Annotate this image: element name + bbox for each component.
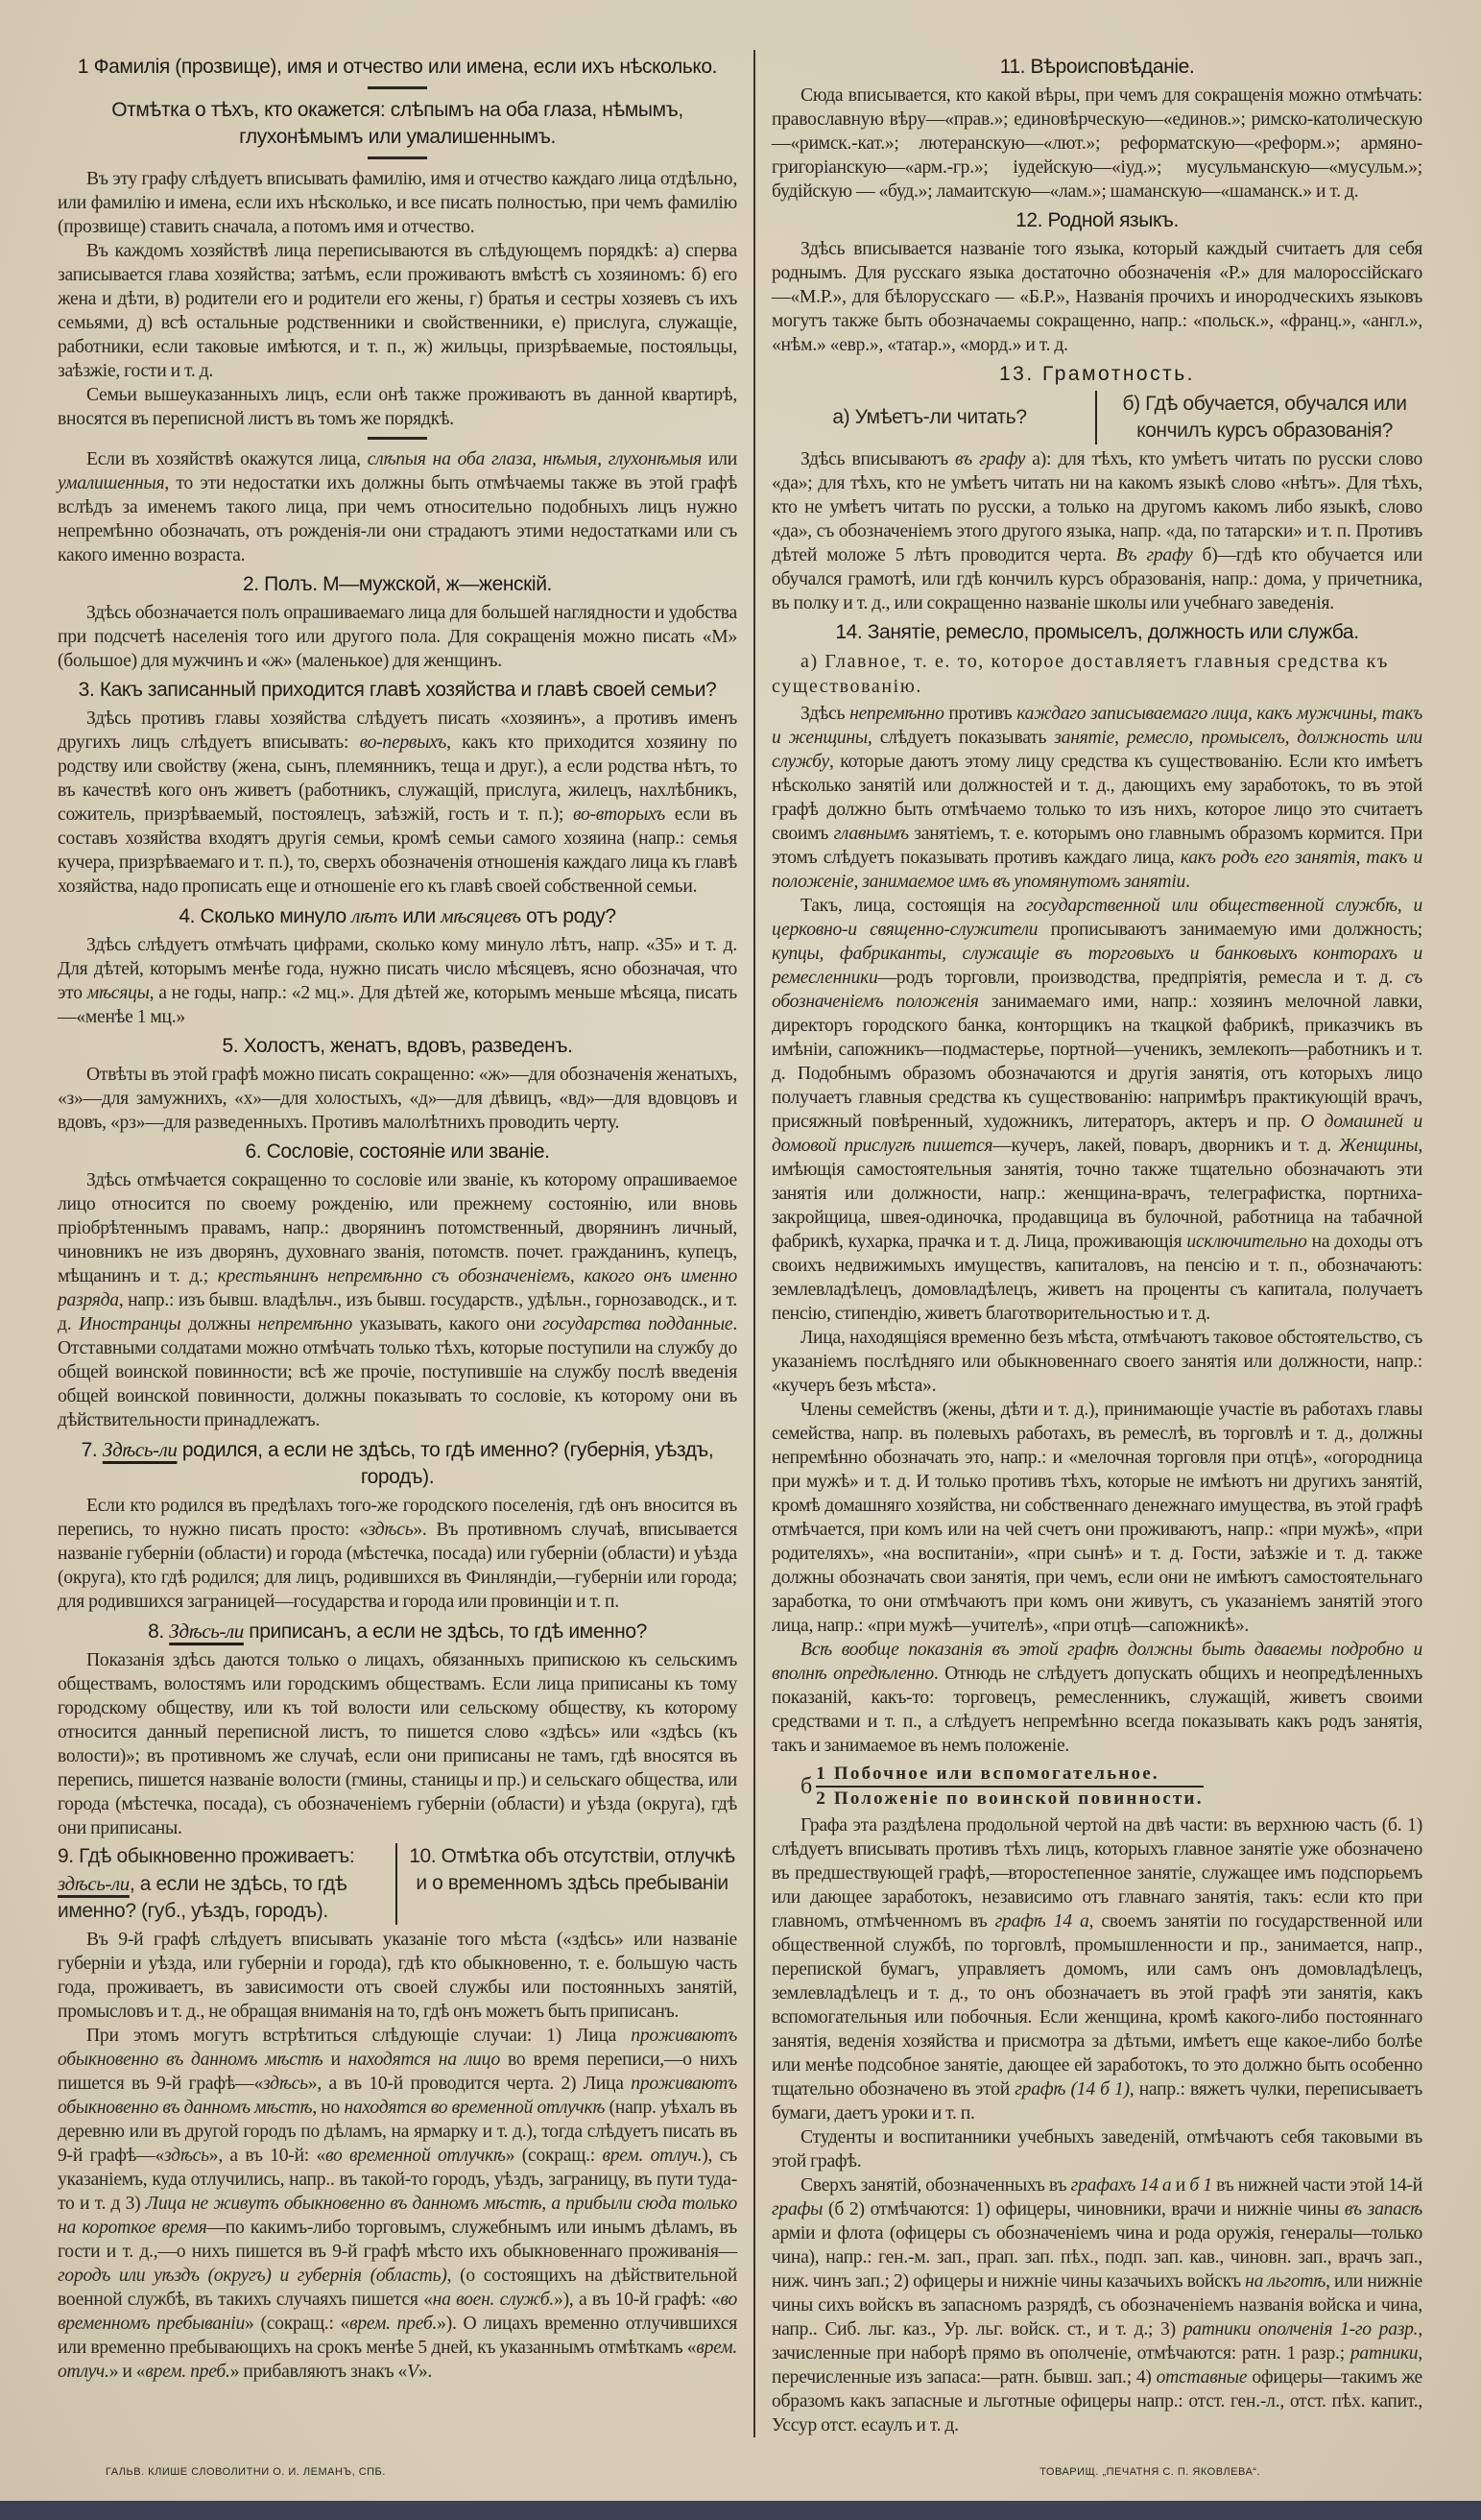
printer-imprint-left: ГАЛЬВ. КЛИШЕ СЛОВОЛИТНИ О. И. ЛЕМАНЪ, СПБ. (106, 2466, 386, 2478)
text-run: а) Главное, т. е. то, которое доставляетъ главныя средства къ существованію. (772, 651, 1389, 697)
text-run: , имѣющія самостоятельныя занятія, точно также тщательно обозначаютъ эти занятія или должности, напр.: женщина-врачъ, телеграфистка, портниха-закройщица, швея-одиночка, продавщица въ булочной, работница на табачной фабрикѣ, кухарка, прачка и т. д. Лица, проживающія (772, 1136, 1422, 1252)
section-heading (58, 571, 737, 598)
split-heading (772, 391, 1422, 444)
paragraph (772, 447, 1422, 615)
text-run: 5. Холостъ, женатъ, вдовъ, разведенъ. (222, 1035, 573, 1057)
emphasis-text: во-вторыхъ (572, 804, 665, 825)
fraction-lines (816, 1763, 1203, 1811)
paragraph (772, 1398, 1422, 1638)
heading-text (1122, 393, 1406, 442)
section-heading (58, 54, 737, 81)
text-run: Здѣсь противъ главы хозяйства слѣдуетъ писать «хозяинъ», а противъ именъ другихъ лицъ слѣдуетъ вписывать: (58, 708, 737, 753)
section-heading (58, 1618, 737, 1645)
paragraph (772, 894, 1422, 1326)
fraction-bottom: 2 Положеніе по воинской повинности. (816, 1788, 1204, 1809)
text-run: Студенты и воспитанники учебныхъ заведеній, отмѣчаютъ себя таковыми въ этой графѣ. (772, 2127, 1422, 2172)
text-run: Сверхъ занятій, обозначенныхъ въ (800, 2175, 1071, 2196)
text-run: , перечисленные изъ запаса:—ратн. бывш. зап.; 4) (772, 2343, 1422, 2388)
text-run: . Отставными солдатами можно отмѣчать только тѣхъ, которые поступили на службу до общей воинской повинности; всѣ же прочіе, поступившіе на службу послѣ введенія общей воинской повинности, должны показывать то сословіе, къ которому они въ дѣйствительности принадлежатъ. (58, 1314, 737, 1430)
emphasis-text: Женщины (1339, 1136, 1419, 1156)
split-heading (58, 1843, 737, 1925)
text-run: ». (418, 2362, 433, 2382)
text-run: а) Умѣетъ-ли читать? (832, 406, 1027, 428)
emphasis-text: купцы, фабриканты, служащіе въ торговыхъ и банковыхъ конторахъ и ремесленники (772, 944, 1422, 988)
emphasis-text: умалишенныя (58, 473, 165, 493)
text-run: , (о состоящихъ на дѣйствительной военной службѣ, въ такихъ случаяхъ пишется « (58, 2266, 737, 2310)
text-run: Графа эта раздѣлена продольной чертой на двѣ части: въ верхнюю часть (б. 1) слѣдуетъ вписывать противъ тѣхъ лицъ, которыхъ главное занятіе уже обозначено въ предшествующей графѣ,—второстепенное занятіе, служащее имъ подспорьемъ или дающее заработокъ, независимо отъ главнаго занятія, такъ: если кто при главномъ, отмѣченномъ въ (772, 1815, 1422, 1932)
emphasis-text: здѣсь (263, 2074, 308, 2094)
paragraph (772, 702, 1422, 894)
emphasis-text: находятся на лицо (347, 2050, 501, 2070)
paragraph (58, 167, 737, 239)
text-run: арміи и флота (офицеры съ обозначеніемъ чина и рода оружія, генералы—только чина), напр.: ген.-м. зап., прап. зап. пѣх., подп. зап. кав., чиновн. зап., врачъ зап., ниж. чинъ зап.; 2) офицеры и нижніе чины казачьихъ войскъ (772, 2223, 1422, 2292)
text-run: 2. Полъ. М—мужской, ж—женскій. (243, 573, 552, 595)
paragraph (772, 2173, 1422, 2437)
text-run: Здѣсь слѣдуетъ отмѣчать цифрами, сколько кому минуло лѣтъ, напр. «35» и т. д. Для дѣтей, которымъ менѣе года, нужно писать число мѣсяцевъ, ясно обозначая, что это (58, 935, 737, 1003)
text-run: » (сокращ.: « (245, 2314, 350, 2334)
emphasis-text: Всѣ вообще показанія въ этой графѣ должны быть даваемы подробно и вполнѣ опредѣленно (772, 1640, 1422, 1684)
split-heading-right (397, 1843, 737, 1925)
section-heading (58, 1033, 737, 1060)
text-run: 13. Грамотность. (998, 363, 1196, 385)
split-heading-left (58, 1843, 397, 1925)
page-bottom-edge (0, 2501, 1481, 2520)
separator-rule (368, 437, 427, 440)
section-heading (58, 1139, 737, 1165)
text-run: Отвѣты въ этой графѣ можно писать сокращенно: «ж»—для обозначенія женатыхъ, «з»—для замужнихъ, «х»—для холостыхъ, «д»—для дѣвицъ, «вд»—для вдовцовъ и вдовъ, «рз»—для разведенныхъ. Противъ малолѣтнихъ проводить черту. (58, 1065, 737, 1133)
emphasis-text: здѣсь-ли (58, 1872, 130, 1895)
text-run: . Отнюдь не слѣдуетъ допускать общихъ и неопредѣленныхъ показаній, какъ-то: торговецъ, ремесленникъ, служащій, живетъ своими средствами и т. п., а слѣдуетъ непремѣнно всегда показывать какъ родъ занятія, такъ и занимаемое въ немъ положеніе. (772, 1664, 1422, 1756)
text-run: и (1171, 2175, 1190, 2196)
text-run: Въ 9-й графѣ слѣдуетъ вписывать указаніе того мѣста («здѣсь» или названіе губерніи и уѣзда, или губерніи и города), гдѣ кто обыкновенно, т. е. большую часть года, проживаетъ, въ зависимости отъ своей службы или постоянныхъ занятій, промысловъ и т. д., не обращая вниманія на то, гдѣ онъ можетъ быть приписанъ. (58, 1930, 737, 2022)
emphasis-text: во временномъ пребываніи (58, 2290, 738, 2334)
text-run: а): для тѣхъ, кто умѣетъ читать по русски слово «да»; для тѣхъ, кто не умѣетъ читать ни на какомъ языкѣ слово «нѣтъ». Для тѣхъ, кто не умѣетъ читать по русски, а только на другомъ какомъ либо языкѣ, слово «да», съ обозначеніемъ этого другого языка, напр. «да, по татарски» и т. п. Противъ дѣтей моложе 5 лѣтъ проводится черта. (772, 449, 1423, 565)
columns (0, 50, 1481, 2437)
text-run: во время переписи,—о нихъ пишется въ 9-й графѣ—« (58, 2050, 738, 2094)
text-run: приписанъ, а если не здѣсь, то гдѣ именно? (243, 1620, 647, 1643)
paragraph (58, 2024, 737, 2384)
text-run: , или нижніе чины сихъ войскъ въ запасномъ разрядѣ, съ обозначеніемъ названія войска и чина, напр.. Сиб. льг. каз., Ур. льг. войск. ст., и т. д.; 3) (772, 2271, 1422, 2340)
heading-text (832, 404, 1026, 431)
text-run: Сюда вписывается, кто какой вѣры, при чемъ для сокращенія можно отмѣчать: православную вѣру—«прав.»; единовѣрческую—«единов.»; римско-католическую—«римск.-кат.»; лютеранскую—«лют.»; реформатскую—«реформ.»; армяно-григоріанскую—«арм.-гр.»; іудейскую—«іуд.»; мусульманскую—«мусульм.»; будійскую — «буд.»; ламаитскую—«лам.»; шаманскую—«шаманск.» и т. д. (772, 85, 1422, 202)
text-run: . (1185, 872, 1190, 892)
paragraph (58, 447, 737, 567)
emphasis-text: графы (772, 2199, 824, 2220)
emphasis-text: съ обозначеніемъ положенія (772, 968, 1422, 1012)
text-run: Здѣсь обозначается полъ опрашиваемаго лица для большей наглядности и удобства при подсчетѣ населенія того или другого пола. Для сокращенія можно писать «М» (большое) для мужчинъ и «ж» (маленькое) для женщинъ. (58, 603, 737, 671)
text-run: Здѣсь вписывается названіе того языка, который каждый считаетъ для себя роднымъ. Для русскаго языка достаточно обозначенія «Р.» для малороссійскаго—«М.Р.», для бѣлорусскаго — «Б.Р.», Названія прочихъ и инородческихъ языковъ могутъ также быть обозначаемы сокращенно, напр.: «польск.», «франц.», «англ.», «нѣм.» «евр.», «татар.», «морд.» и т. д. (772, 239, 1422, 355)
paragraph (58, 1063, 737, 1135)
text-run: Отмѣтка о тѣхъ, кто окажется: слѣпымъ на оба глаза, нѣмымъ, глухонѣмымъ или умалишеннымъ. (111, 99, 683, 148)
separator-rule (368, 156, 427, 159)
section-heading (58, 97, 737, 151)
text-run: 6. Сословіе, состояніе или званіе. (245, 1140, 550, 1163)
emphasis-text: V (407, 2362, 418, 2382)
emphasis-text: графѣ 14 а (994, 1911, 1089, 1932)
heading-text (58, 1845, 354, 1922)
fraction-letter: б (800, 1773, 813, 1799)
emphasis-text: графѣ (14 б 1) (1015, 2079, 1130, 2100)
text-run: Въ каждомъ хозяйствѣ лица переписываются въ слѣдующемъ порядкѣ: а) сперва записывается глава хозяйства; затѣмъ, если проживаютъ вмѣстѣ съ хозяиномъ: б) его жена и дѣти, в) родители его и родители его жены, г) братья и сестры хозяевъ съ ихъ семьями, д) всѣ остальные родственники и свойственники, е) прислуга, служащіе, работники, если таковые имѣются, и т. п., ж) жильцы, призрѣваемые, постояльцы, заѣзжіе, гости и т. д. (58, 241, 737, 381)
emphasis-text: слѣпыя на оба глаза, нѣмыя, глухонѣмыя (367, 449, 703, 469)
separator-rule (368, 86, 427, 89)
paragraph (58, 383, 737, 431)
text-run: Здѣсь вписываютъ (800, 449, 956, 469)
section-heading (772, 361, 1422, 388)
emphasis-text: государственной или общественной службѣ, и церковно-и священно-служители (772, 896, 1422, 940)
text-run: Члены семействъ (жены, дѣти и т. д.), принимающіе участіе въ работахъ главы семейства, напр. въ полевыхъ работахъ, въ ремеслѣ, въ торговлѣ и т. д., должны непремѣнно обозначать это, напр.: и «мелочная торговля при отцѣ», «огородница при мужѣ» и т. д. И только противъ тѣхъ, которые не имѣютъ ни другихъ занятій, кромѣ домашняго хозяйства, ни собственнаго денежнаго имущества, въ этой графѣ отмѣчается, при комъ или на чей счетъ они проживаютъ, напр.: «при мужѣ», «при родителяхъ», «на воспитаніи», «при сынѣ» и т. д. Гости, заѣзжіе и т. д. также должны обозначать свои занятія, при чемъ, если они не имѣютъ самостоятельнаго заработка, то они отмѣчаютъ при комъ они живутъ, съ указаніемъ занятій этого лица, напр.: «при мужѣ—учителѣ», «при отцѣ—сапожникѣ». (772, 1400, 1422, 1636)
emphasis-text: Въ графу (1115, 545, 1193, 565)
emphasis-text: б 1 (1189, 2175, 1212, 2196)
emphasis-text: врем. преб. (349, 2314, 438, 2334)
text-run: Въ эту графу слѣдуетъ вписывать фамилію, имя и отчество каждаго лица отдѣльно, или фамилію и имена, если ихъ нѣсколько, и все писать полностью, при чемъ фамилію (прозвище) ставить сначала, а потомъ имя и отчество. (58, 169, 737, 237)
paragraph (58, 1168, 737, 1432)
paragraph (58, 1648, 737, 1840)
text-run: 4. Сколько минуло (179, 905, 352, 927)
section-heading (58, 1436, 737, 1491)
text-run: 11. Вѣроисповѣданіе. (999, 56, 1195, 78)
paragraph (772, 237, 1422, 357)
text-run: въ нижней части этой 14-й (1211, 2175, 1422, 2196)
section-heading (58, 902, 737, 930)
left-column (58, 50, 753, 2437)
text-run: Семьи вышеуказанныхъ лицъ, если онѣ также проживаютъ въ данной квартирѣ, вносятся въ переписной листъ въ томъ же порядкѣ. (58, 385, 737, 429)
text-run: —кучеръ, лакей, поваръ, дворникъ и т. д. (992, 1136, 1340, 1156)
paragraph (772, 1638, 1422, 1758)
text-run: должны (180, 1314, 258, 1334)
emphasis-text: Иностранцы (78, 1314, 181, 1334)
text-run: б)—гдѣ кто обучается или обучался грамотѣ, или гдѣ кончилъ курсъ образованія, напр.: дома, у причетника, въ полку и т. д., или сокращенно названіе школы или учебнаго заведенія. (772, 545, 1422, 613)
emphasis-text: здѣсь (368, 1520, 414, 1540)
text-run: —по какимъ-либо торговымъ, служебнымъ или инымъ дѣламъ, въ гости и т. д.,—о нихъ пишется въ 9-й графѣ мѣсто ихъ обыкновеннаго проживанія— (58, 2218, 738, 2262)
emphasis-text: занятіе, ремесло, промыселъ, должность или службу (772, 728, 1422, 772)
emphasis-text: на воен. служб. (432, 2290, 555, 2310)
text-run: », а въ 10-й проводится черта. 2) Лица (307, 2074, 632, 2094)
emphasis-text: непремѣнно (257, 1314, 353, 1334)
emphasis-text: находятся во временной отлучкѣ (344, 2098, 606, 2118)
emphasis-text: мѣсяцевъ (441, 904, 521, 927)
text-run: Лица, находящіяся временно безъ мѣста, отмѣчаютъ таковое обстоятельство, съ указаніемъ послѣдняго или обыкновеннаго своего занятія или должности, напр.: «кучеръ безъ мѣста». (772, 1328, 1422, 1396)
text-run: , зачисленные при наборѣ прямо въ ополченіе, отмѣчаются: ратн. 1 разр.; (772, 2319, 1422, 2364)
text-run: Такъ, лица, состоящія на (800, 896, 1027, 916)
emphasis-text: городъ или уѣздъ (округъ) и губернія (область) (58, 2266, 447, 2286)
text-run: » прибавляютъ знакъ « (229, 2362, 408, 2382)
text-run: отъ роду? (520, 905, 616, 927)
fraction-top: 1 Побочное или вспомогательное. (816, 1763, 1203, 1788)
text-run: »), а въ 10-й графѣ: « (554, 2290, 721, 2310)
text-run: 3. Какъ записанный приходится главѣ хозяйства и главѣ своей семьи? (78, 679, 717, 701)
emphasis-text: Здѣсь-ли (169, 1620, 244, 1643)
emphasis-text: на льготѣ (1245, 2271, 1326, 2292)
text-run: , а не годы, напр.: «2 мц.». Для дѣтей же, которымъ меньше мѣсяца, писать—«менѣе 1 мц.» (58, 983, 737, 1027)
text-run: , а если не здѣсь, то гдѣ именно? (губ., уѣздъ, городъ). (58, 1873, 347, 1922)
text-run: , которые даютъ этому лицу средства къ существованію. Если кто имѣетъ нѣсколько занятій или должностей и т. д., дающихъ ему заработокъ, то въ этой графѣ должно быть отмѣчаемо только то изъ нихъ, которое лицо это считаетъ своимъ (772, 752, 1422, 844)
text-run: занимаемаго ими, напр.: хозяинъ мелочной лавки, директоръ городского банка, конторщикъ на ткацкой фабрикѣ, приказчикъ въ имѣніи, сапожникъ—подмастерье, портной—ученикъ, землекопъ—работникъ и т. д. Подобнымъ образомъ обозначаются и другія занятія, отъ которыхъ лицо получаетъ главныя средства къ существованію: напримѣръ практикующій врачъ, присяжный повѣренный, художникъ, литераторъ, актеръ и пр. (772, 992, 1423, 1132)
text-run: офицеры—такимъ же образомъ какъ запасные и льготные офицеры напр.: отст. ген.-л., отст. пѣх. капит., Уссур отст. есаулъ и т. д. (772, 2367, 1422, 2436)
text-run: —родъ торговли, производства, предпріятія, ремесла и т. д. (877, 968, 1405, 988)
text-run: » (сокращ.: (505, 2146, 603, 2166)
text-run: занятіемъ, т. е. которымъ оно главнымъ образомъ кормится. При этомъ слѣдуетъ показывать противъ каждаго лица, (772, 824, 1422, 868)
text-run: » и « (108, 2362, 146, 2382)
text-run: , напр.: изъ бывш. владѣльч., изъ бывш. государств., удѣльн., горнозаводск., и т. д. (58, 1290, 737, 1334)
emphasis-text: во временной отлучкѣ (325, 2146, 506, 2166)
emphasis-text: здѣсь (164, 2146, 209, 2166)
emphasis-text: каждаго записываемаго лица, какъ мужчины, такъ и женщины (772, 704, 1423, 748)
subsection-heading (772, 649, 1422, 699)
section-heading (58, 677, 737, 704)
text-run: 12. Родной языкъ. (1015, 209, 1179, 231)
emphasis-text: ратники (1350, 2343, 1419, 2364)
emphasis-text: исключительно (1186, 1232, 1307, 1252)
text-run: ». Въ противномъ случаѣ, вписывается названіе губерніи (области) и города (мѣстечка, посада) или губерніи (области) и уѣзда (округа), кто гдѣ родился; для лицъ, родившихся въ Финляндіи,—губерніи или города; для родившихся заграницей—государства и города или провинціи и т. п. (58, 1520, 737, 1612)
text-run: 7. (81, 1439, 103, 1461)
emphasis-text: лѣтъ (351, 904, 397, 927)
text-run: б) Гдѣ обучается, обучался или кончилъ курсъ образованія? (1122, 393, 1407, 442)
text-run: Показанія здѣсь даются только о лицахъ, обязанныхъ припискою къ сельскимъ обществамъ, волостямъ или городскимъ обществамъ. Если лица приписаны къ тому городскому обществу, или къ той волости или сельскому обществу, къ которому относится данный переписной листъ, то пишется слово «здѣсь» или «здѣсь (къ волости)»; въ противномъ же случаѣ, если они приписаны не тамъ, гдѣ вносятся въ перепись, пишется названіе волости (гмины, станицы и пр.) и сельскаго общества, или города (мѣстечка, посада), съ обозначеніемъ губерніи (области) и уѣзда (округа), гдѣ они приписаны. (58, 1650, 737, 1838)
section-heading (772, 207, 1422, 234)
text-run: 9. Гдѣ обыкновенно проживаетъ: (58, 1845, 355, 1867)
split-heading-left (772, 391, 1097, 444)
emphasis-text: О домашней и домовой прислугѣ пишется (772, 1112, 1422, 1156)
emphasis-text: въ запасѣ (1344, 2199, 1422, 2220)
emphasis-text: ратники ополченія 1-го разр. (1182, 2319, 1419, 2340)
text-run: , напр.: вяжетъ чулки, переписываетъ бумаги, даетъ уроки и т. п. (772, 2079, 1422, 2124)
text-run: , то эти недостатки ихъ должны быть отмѣчаемы также въ этой графѣ вслѣдъ за именемъ такого лица, при чемъ относительно подобныхъ лицъ нужно непремѣнно обозначать, отъ рожденія-ли они страдаютъ этими недостатками или съ какого именно возраста. (58, 473, 737, 565)
paragraph (58, 1928, 737, 2024)
section-heading (772, 54, 1422, 81)
text-run: Здѣсь отмѣчается сокращенно то сословіе или званіе, къ которому опрашиваемое лицо относится по своему рожденію, или прежнему состоянію, или вновь пріобрѣтеннымъ правамъ, напр.: дворянинъ потомственный, дворянинъ личный, чиновникъ не изъ дворянъ, духовнаго званія, потомств. почет. гражданинъ, купецъ, мѣщанинъ и т. д.; (58, 1170, 737, 1286)
text-run: или (702, 449, 737, 469)
paragraph (772, 1813, 1422, 2125)
paragraph (58, 601, 737, 673)
text-run: прописываютъ занимаемую ими должность; (1038, 920, 1422, 940)
emphasis-text: проживаютъ обыкновенно въ данномъ мѣстѣ (58, 2074, 737, 2118)
text-run: 10. Отмѣтка объ отсутствіи, отлучкѣ и о временномъ здѣсь пребываніи (409, 1845, 735, 1894)
emphasis-text: главнымъ (833, 824, 909, 844)
emphasis-text: мѣсяцы (86, 983, 150, 1003)
emphasis-text: врем. отлуч. (602, 2146, 703, 2166)
paragraph (772, 1326, 1422, 1398)
emphasis-text: отставные (1156, 2367, 1248, 2388)
text-run: »). О лицахъ временно отлучившихся или временно пребывающихъ на срокъ менѣе 5 дней, къ указаннымъ отмѣткамъ « (58, 2314, 737, 2358)
text-run: Если въ хозяйствѣ окажутся лица, (86, 449, 368, 469)
paragraph (58, 933, 737, 1029)
text-run: 1 Фамилія (прозвище), имя и отчество или имена, если ихъ нѣсколько. (77, 56, 718, 78)
emphasis-text: непремѣнно (849, 704, 944, 724)
paragraph (772, 2125, 1422, 2173)
paragraph (58, 239, 737, 383)
text-run: на доходы отъ своихъ недвижимыхъ имуществъ, капиталовъ, на пенсію и т. п., обозначаютъ: землевладѣлецъ, домовладѣлецъ, живетъ на проценты съ капитала, получаетъ пенсію, стипендію, живетъ благотворительностью и т. д. (772, 1232, 1422, 1324)
text-run: (б 2) отмѣчаются: 1) офицеры, чиновники, врачи и нижніе чины (823, 2199, 1345, 2220)
text-run: указывать, какого они (352, 1314, 543, 1334)
printer-imprint-right: ТОВАРИЩ. „ПЕЧАТНЯ С. П. ЯКОВЛЕВА“. (1039, 2466, 1260, 2478)
heading-text (409, 1845, 734, 1894)
text-run: и (322, 2050, 348, 2070)
emphasis-text: Лица не живутъ обыкновенно въ данномъ мѣстѣ, а прибыли сюда только на короткое время (58, 2194, 737, 2238)
emphasis-text: крестьянинъ непремѣнно съ обозначеніемъ, какого онъ именно разряда (58, 1266, 737, 1310)
emphasis-text: врем. отлуч. (58, 2338, 737, 2382)
text-run: , слѣдуетъ показывать (867, 728, 1055, 748)
text-run: , но (312, 2098, 345, 2118)
text-run: 8. (148, 1620, 170, 1643)
paragraph (58, 1494, 737, 1614)
text-run: или (396, 905, 442, 927)
text-run: Здѣсь (800, 704, 850, 724)
text-run: 14. Занятіе, ремесло, промыселъ, должность или служба. (835, 621, 1359, 643)
emphasis-text: проживаютъ обыкновенно въ данномъ мѣстѣ (58, 2026, 737, 2070)
paragraph (58, 707, 737, 899)
fraction-heading (800, 1763, 1422, 1811)
emphasis-text: Здѣсь-ли (102, 1438, 178, 1461)
emphasis-text: въ графу (955, 449, 1026, 469)
text-run: », а въ 10-й: « (208, 2146, 326, 2166)
text-run: , своемъ занятіи по государственной или общественной службѣ, по торговлѣ, промышленности и пр., занимается, напр., перепиской бумагъ, управляетъ домомъ, или самъ онъ домовладѣлецъ, землевладѣлецъ и т. д., то онъ обозначаетъ въ этой графѣ эти занятія, какъ вспомогательныя или побочныя. Если женщина, кромѣ какого-либо постояннаго занятія, веденія хозяйства и присмотра за дѣтьми, имѣетъ еще какое-либо болѣе или менѣе подсобное занятіе, дающее ей заработокъ, то это должно быть особенно тщательно обозначено въ этой (772, 1911, 1422, 2100)
text-run: противъ (944, 704, 1017, 724)
text-run: родился, а если не здѣсь, то гдѣ именно? (губернія, уѣздъ, городъ). (177, 1439, 714, 1488)
text-run: Если кто родился въ предѣлахъ того-же городского поселенія, гдѣ онъ вносится въ перепись, то нужно писать просто: « (58, 1496, 737, 1540)
text-run: , какъ кто приходится хозяину по родству или свойству (жена, сынъ, племянникъ, теща и друг.), а если родства нѣтъ, то въ качествѣ кого онъ живетъ (работникъ, служащій, прислуга, жилецъ, нахлѣбникъ, сожитель, призрѣваемый, постоялецъ, заѣзжій, гость и т. п.); (58, 732, 737, 825)
emphasis-text: государства подданные (542, 1314, 733, 1334)
text-run: если въ составъ хозяйства входятъ другія семьи, кромѣ семьи самого хозяина (напр.: семья кучера, призрѣваемаго и т. п.), то, сверхъ обозначенія отношенія каждаго лица къ главѣ хозяйства, надо прописать еще и отношеніе его къ главѣ своей собственной семьи. (58, 804, 737, 897)
text-run: (напр. уѣхалъ въ деревню или въ другой городъ по дѣламъ, на ярмарку и т. д.), тогда слѣдуетъ писать въ 9-й графѣ—« (58, 2098, 738, 2166)
emphasis-text: во-первыхъ (359, 732, 447, 753)
split-heading-right (1097, 391, 1422, 444)
text-run: При этомъ могутъ встрѣтиться слѣдующіе случаи: 1) Лица (86, 2026, 632, 2046)
emphasis-text: какъ родъ его занятія, такъ и положеніе, занимаемое имъ въ упомянутомъ занятіи (772, 848, 1422, 892)
section-heading (772, 619, 1422, 646)
emphasis-text: врем. преб. (145, 2362, 230, 2382)
emphasis-text: графахъ 14 а (1070, 2175, 1172, 2196)
text-run: ), съ указаніемъ, куда отлучились, напр.. въ такой-то городъ, уѣздъ, заграницу, въ пути туда-то и т. д 3) (58, 2146, 737, 2214)
right-column (753, 50, 1422, 2437)
paragraph (772, 84, 1422, 204)
printer-imprints (0, 2437, 1481, 2501)
